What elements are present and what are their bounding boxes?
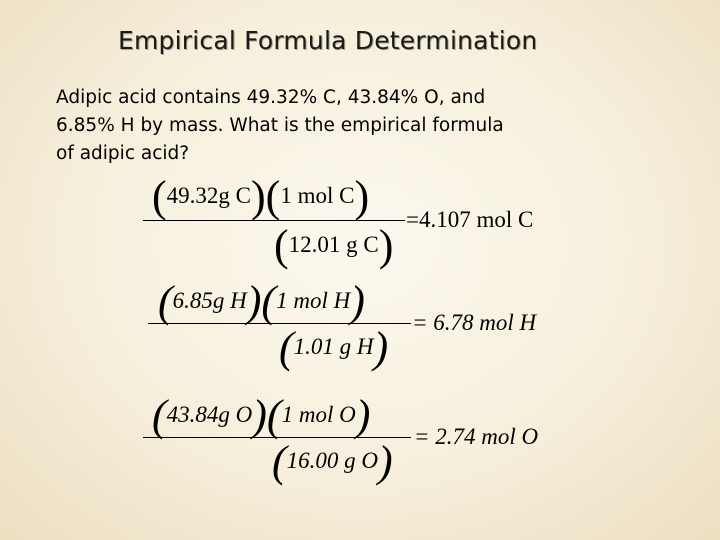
equation-carbon-denominator: (12.01 g C): [274, 221, 394, 270]
question-line-3: of adipic acid?: [56, 143, 190, 164]
equation-carbon-result: =4.107 mol C: [406, 207, 534, 232]
equation-carbon-numerator: (49.32g C)(1 mol C): [152, 172, 370, 221]
question-text: [56, 84, 666, 168]
equation-oxygen-mass: 43.84g O: [166, 402, 253, 427]
equation-carbon-mol-factor: 1 mol C: [280, 183, 355, 208]
question-line-1: Adipic acid contains 49.32% C, 43.84% O, and: [56, 87, 486, 108]
equation-hydrogen-result: = 6.78 mol H: [412, 310, 537, 335]
equation-hydrogen-denominator: (1.01 g H): [279, 323, 389, 372]
equation-carbon-molar-mass: 12.01 g C: [288, 232, 379, 257]
question-line-2: 6.85% H by mass. What is the empirical formula: [56, 115, 504, 136]
equation-hydrogen-numerator: (6.85g H)(1 mol H): [158, 277, 365, 326]
equation-oxygen-denominator: (16.00 g O): [272, 437, 393, 486]
equation-hydrogen-molar-mass: 1.01 g H: [293, 334, 374, 359]
equation-oxygen-molar-mass: 16.00 g O: [286, 448, 379, 473]
equation-carbon-mass: 49.32g C: [166, 183, 251, 208]
equation-oxygen-result: = 2.74 mol O: [414, 424, 539, 449]
equation-oxygen-mol-factor: 1 mol O: [281, 402, 356, 427]
equation-hydrogen-mass: 6.85g H: [172, 288, 247, 313]
equation-oxygen-numerator: (43.84g O)(1 mol O): [152, 391, 371, 440]
slide-title: Empirical Formula Determination: [118, 26, 538, 55]
equation-hydrogen-mol-factor: 1 mol H: [276, 288, 351, 313]
